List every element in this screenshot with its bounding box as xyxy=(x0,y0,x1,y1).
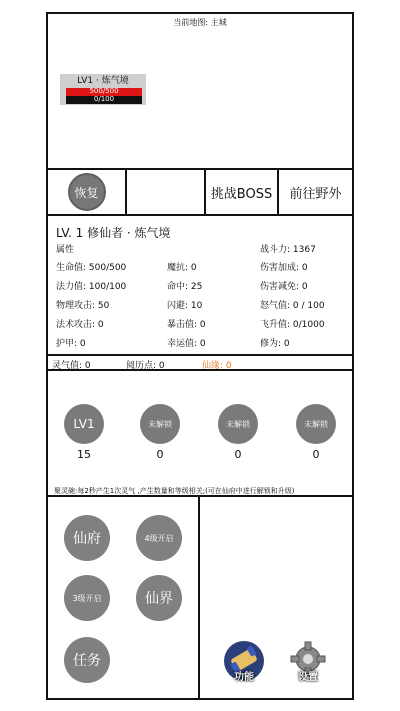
stat-phys-atk: 物理攻击: 50 xyxy=(56,301,110,311)
stat-dmg-bonus: 伤害加成: 0 xyxy=(260,263,308,273)
slot-1-orb[interactable]: LV1 xyxy=(64,404,104,444)
function-button[interactable] xyxy=(222,639,266,683)
slot-4[interactable] xyxy=(296,404,336,461)
experience-value: 阅历点: 0 xyxy=(126,361,165,371)
slot-3-orb[interactable]: 未解锁 xyxy=(218,404,258,444)
slot-3-count: 0 xyxy=(234,448,242,461)
go-wild-cell[interactable] xyxy=(279,170,352,214)
restore-button[interactable]: 恢复 xyxy=(68,173,106,211)
combat-power: 战斗力: 1367 xyxy=(260,245,316,255)
menu-panel xyxy=(48,497,200,698)
stat-hp: 生命值: 500/500 xyxy=(56,263,127,273)
xianjie-button[interactable]: 仙界 xyxy=(136,575,182,621)
slot-4-orb[interactable]: 未解锁 xyxy=(296,404,336,444)
game-frame xyxy=(46,12,354,700)
player-name: LV1 · 炼气境 xyxy=(77,76,129,86)
function-label: 功能 xyxy=(234,672,254,683)
restore-cell xyxy=(48,170,127,214)
stat-cultivation: 修为: 0 xyxy=(260,339,290,349)
mp-bar xyxy=(66,96,142,104)
player-card[interactable] xyxy=(60,74,146,105)
locked-level3-button[interactable]: 3级开启 xyxy=(64,575,110,621)
mp-text: 0/100 xyxy=(93,95,115,103)
challenge-boss-button[interactable]: 挑战BOSS xyxy=(210,186,273,202)
hp-text: 500/500 xyxy=(89,87,119,95)
stat-dodge: 闪避: 10 xyxy=(167,301,203,311)
stat-luck: 幸运值: 0 xyxy=(167,339,206,349)
spirit-bowl-slots xyxy=(48,371,352,497)
locked-level4-button[interactable]: 4级开启 xyxy=(136,515,182,561)
stat-crit: 暴击值: 0 xyxy=(167,320,206,330)
settings-button[interactable] xyxy=(286,639,330,683)
stat-magic-atk: 法术攻击: 0 xyxy=(56,320,104,330)
player-level-title: LV. 1 修仙者 · 炼气境 xyxy=(56,226,171,240)
stat-armor: 护甲: 0 xyxy=(56,339,86,349)
settings-label: 设置 xyxy=(298,672,318,683)
challenge-boss-cell[interactable] xyxy=(206,170,279,214)
current-map-title: 当前地图: 主城 xyxy=(173,18,227,27)
slot-3[interactable] xyxy=(218,404,258,461)
action-row xyxy=(48,170,352,216)
slot-1[interactable] xyxy=(64,404,104,461)
xianfu-button[interactable]: 仙府 xyxy=(64,515,110,561)
fate-value: 仙缘: 0 xyxy=(202,361,232,371)
stat-ascend: 飞升值: 0/1000 xyxy=(260,320,325,330)
stat-magic-res: 魔抗: 0 xyxy=(167,263,197,273)
map-area xyxy=(48,14,352,170)
stat-rage: 怒气值: 0 / 100 xyxy=(260,301,325,311)
resources-bar xyxy=(48,356,352,371)
spirit-bowl-note: 聚灵碗:每2秒产生1次灵气 ,产生数量和等级相关;(可在仙府中进行解锁和升级) xyxy=(54,487,295,495)
slot-2-count: 0 xyxy=(156,448,164,461)
spirit-value: 灵气值: 0 xyxy=(52,361,91,371)
attributes-heading: 属性 xyxy=(56,245,75,255)
bottom-area xyxy=(48,497,352,698)
tools-panel xyxy=(200,497,352,698)
go-wild-button[interactable]: 前往野外 xyxy=(289,186,342,202)
stat-mp: 法力值: 100/100 xyxy=(56,282,127,292)
task-button[interactable]: 任务 xyxy=(64,637,110,683)
empty-action-cell xyxy=(127,170,206,214)
slot-1-count: 15 xyxy=(77,448,91,461)
stat-dmg-reduce: 伤害减免: 0 xyxy=(260,282,308,292)
slot-4-count: 0 xyxy=(312,448,320,461)
stats-panel xyxy=(48,216,352,356)
slot-2[interactable] xyxy=(140,404,180,461)
slot-2-orb[interactable]: 未解锁 xyxy=(140,404,180,444)
stat-hit: 命中: 25 xyxy=(167,282,203,292)
